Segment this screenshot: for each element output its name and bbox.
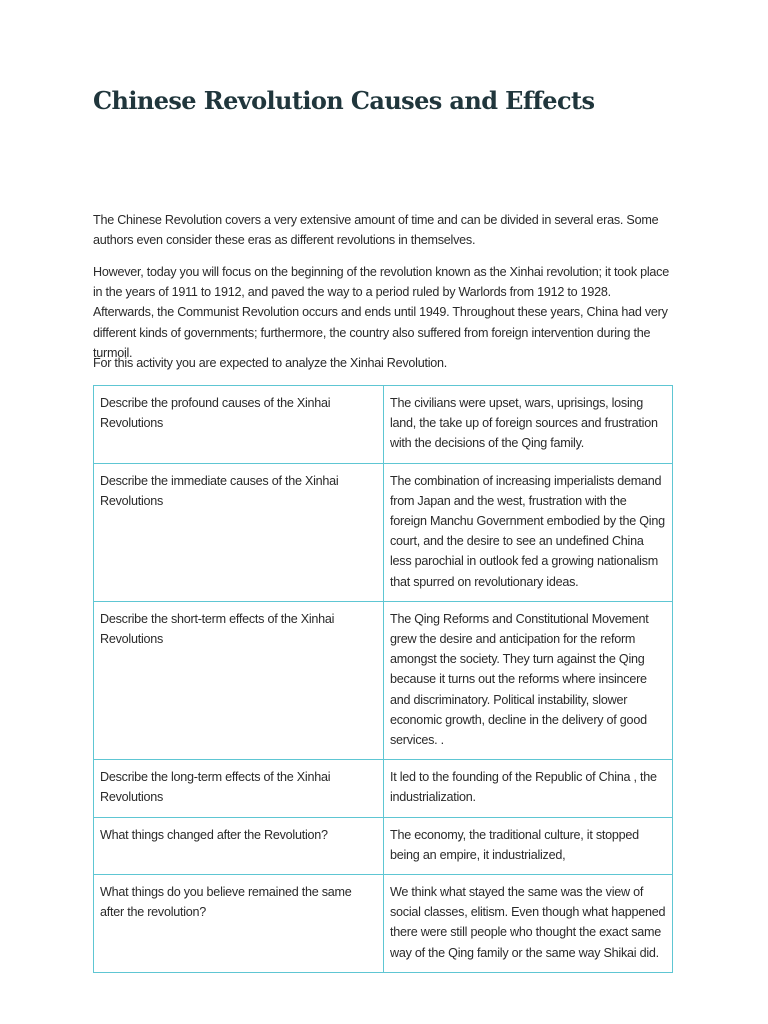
table-row	[94, 875, 673, 973]
question-cell: Describe the short-term effects of the Xinhai Revolutions	[94, 601, 384, 759]
question-cell: Describe the long-term effects of the Xinhai Revolutions	[94, 760, 384, 817]
table-row	[94, 760, 673, 817]
table-row	[94, 601, 673, 759]
answer-cell[interactable]: The Qing Reforms and Constitutional Movement grew the desire and anticipation for the reform amongst the society. They turn against the Qing because it turns out the reforms where insincere and discriminatory. Political instability, slower economic growth, decline in the delivery of good services. .	[384, 601, 673, 759]
answer-cell[interactable]: The economy, the traditional culture, it stopped being an empire, it industrialized,	[384, 817, 673, 874]
table-row	[94, 817, 673, 874]
table-row	[94, 386, 673, 464]
question-cell: Describe the profound causes of the Xinhai Revolutions	[94, 386, 384, 464]
answer-cell[interactable]: It led to the founding of the Republic of China , the industrialization.	[384, 760, 673, 817]
question-cell: What things changed after the Revolution?	[94, 817, 384, 874]
answer-cell[interactable]: We think what stayed the same was the view of social classes, elitism. Even though what happened there were still people who thought the exact same way of the Qing family or the same way Shikai did.	[384, 875, 673, 973]
answer-cell[interactable]: The combination of increasing imperialists demand from Japan and the west, frustration with the foreign Manchu Government embodied by the Qing court, and the desire to see an undefined China less parochial in outlook fed a growing nationalism that spurred on revolutionary ideas.	[384, 463, 673, 601]
instruction-paragraph: For this activity you are expected to analyze the Xinhai Revolution.	[93, 356, 448, 370]
page-title: Chinese Revolution Causes and Effects	[93, 86, 595, 115]
question-cell: Describe the immediate causes of the Xinhai Revolutions	[94, 463, 384, 601]
answer-cell[interactable]: The civilians were upset, wars, uprisings, losing land, the take up of foreign sources and frustration with the decisions of the Qing family.	[384, 386, 673, 464]
context-paragraph: However, today you will focus on the beginning of the revolution known as the Xinhai revolution; it took place in the years of 1911 to 1912, and paved the way to a period ruled by Warlords from 1912 to 1928. Afterwards, the Communist Revolution occurs and ends until 1949. Throughout these years, China had very different kinds of governments; furthermore, the country also suffered from foreign intervention during the turmoil.	[93, 265, 669, 360]
table-row	[94, 463, 673, 601]
intro-paragraph: The Chinese Revolution covers a very extensive amount of time and can be divided in several eras. Some authors even consider these eras as different revolutions in themselves.	[93, 213, 659, 248]
causes-effects-table	[93, 385, 673, 973]
question-cell: What things do you believe remained the same after the revolution?	[94, 875, 384, 973]
